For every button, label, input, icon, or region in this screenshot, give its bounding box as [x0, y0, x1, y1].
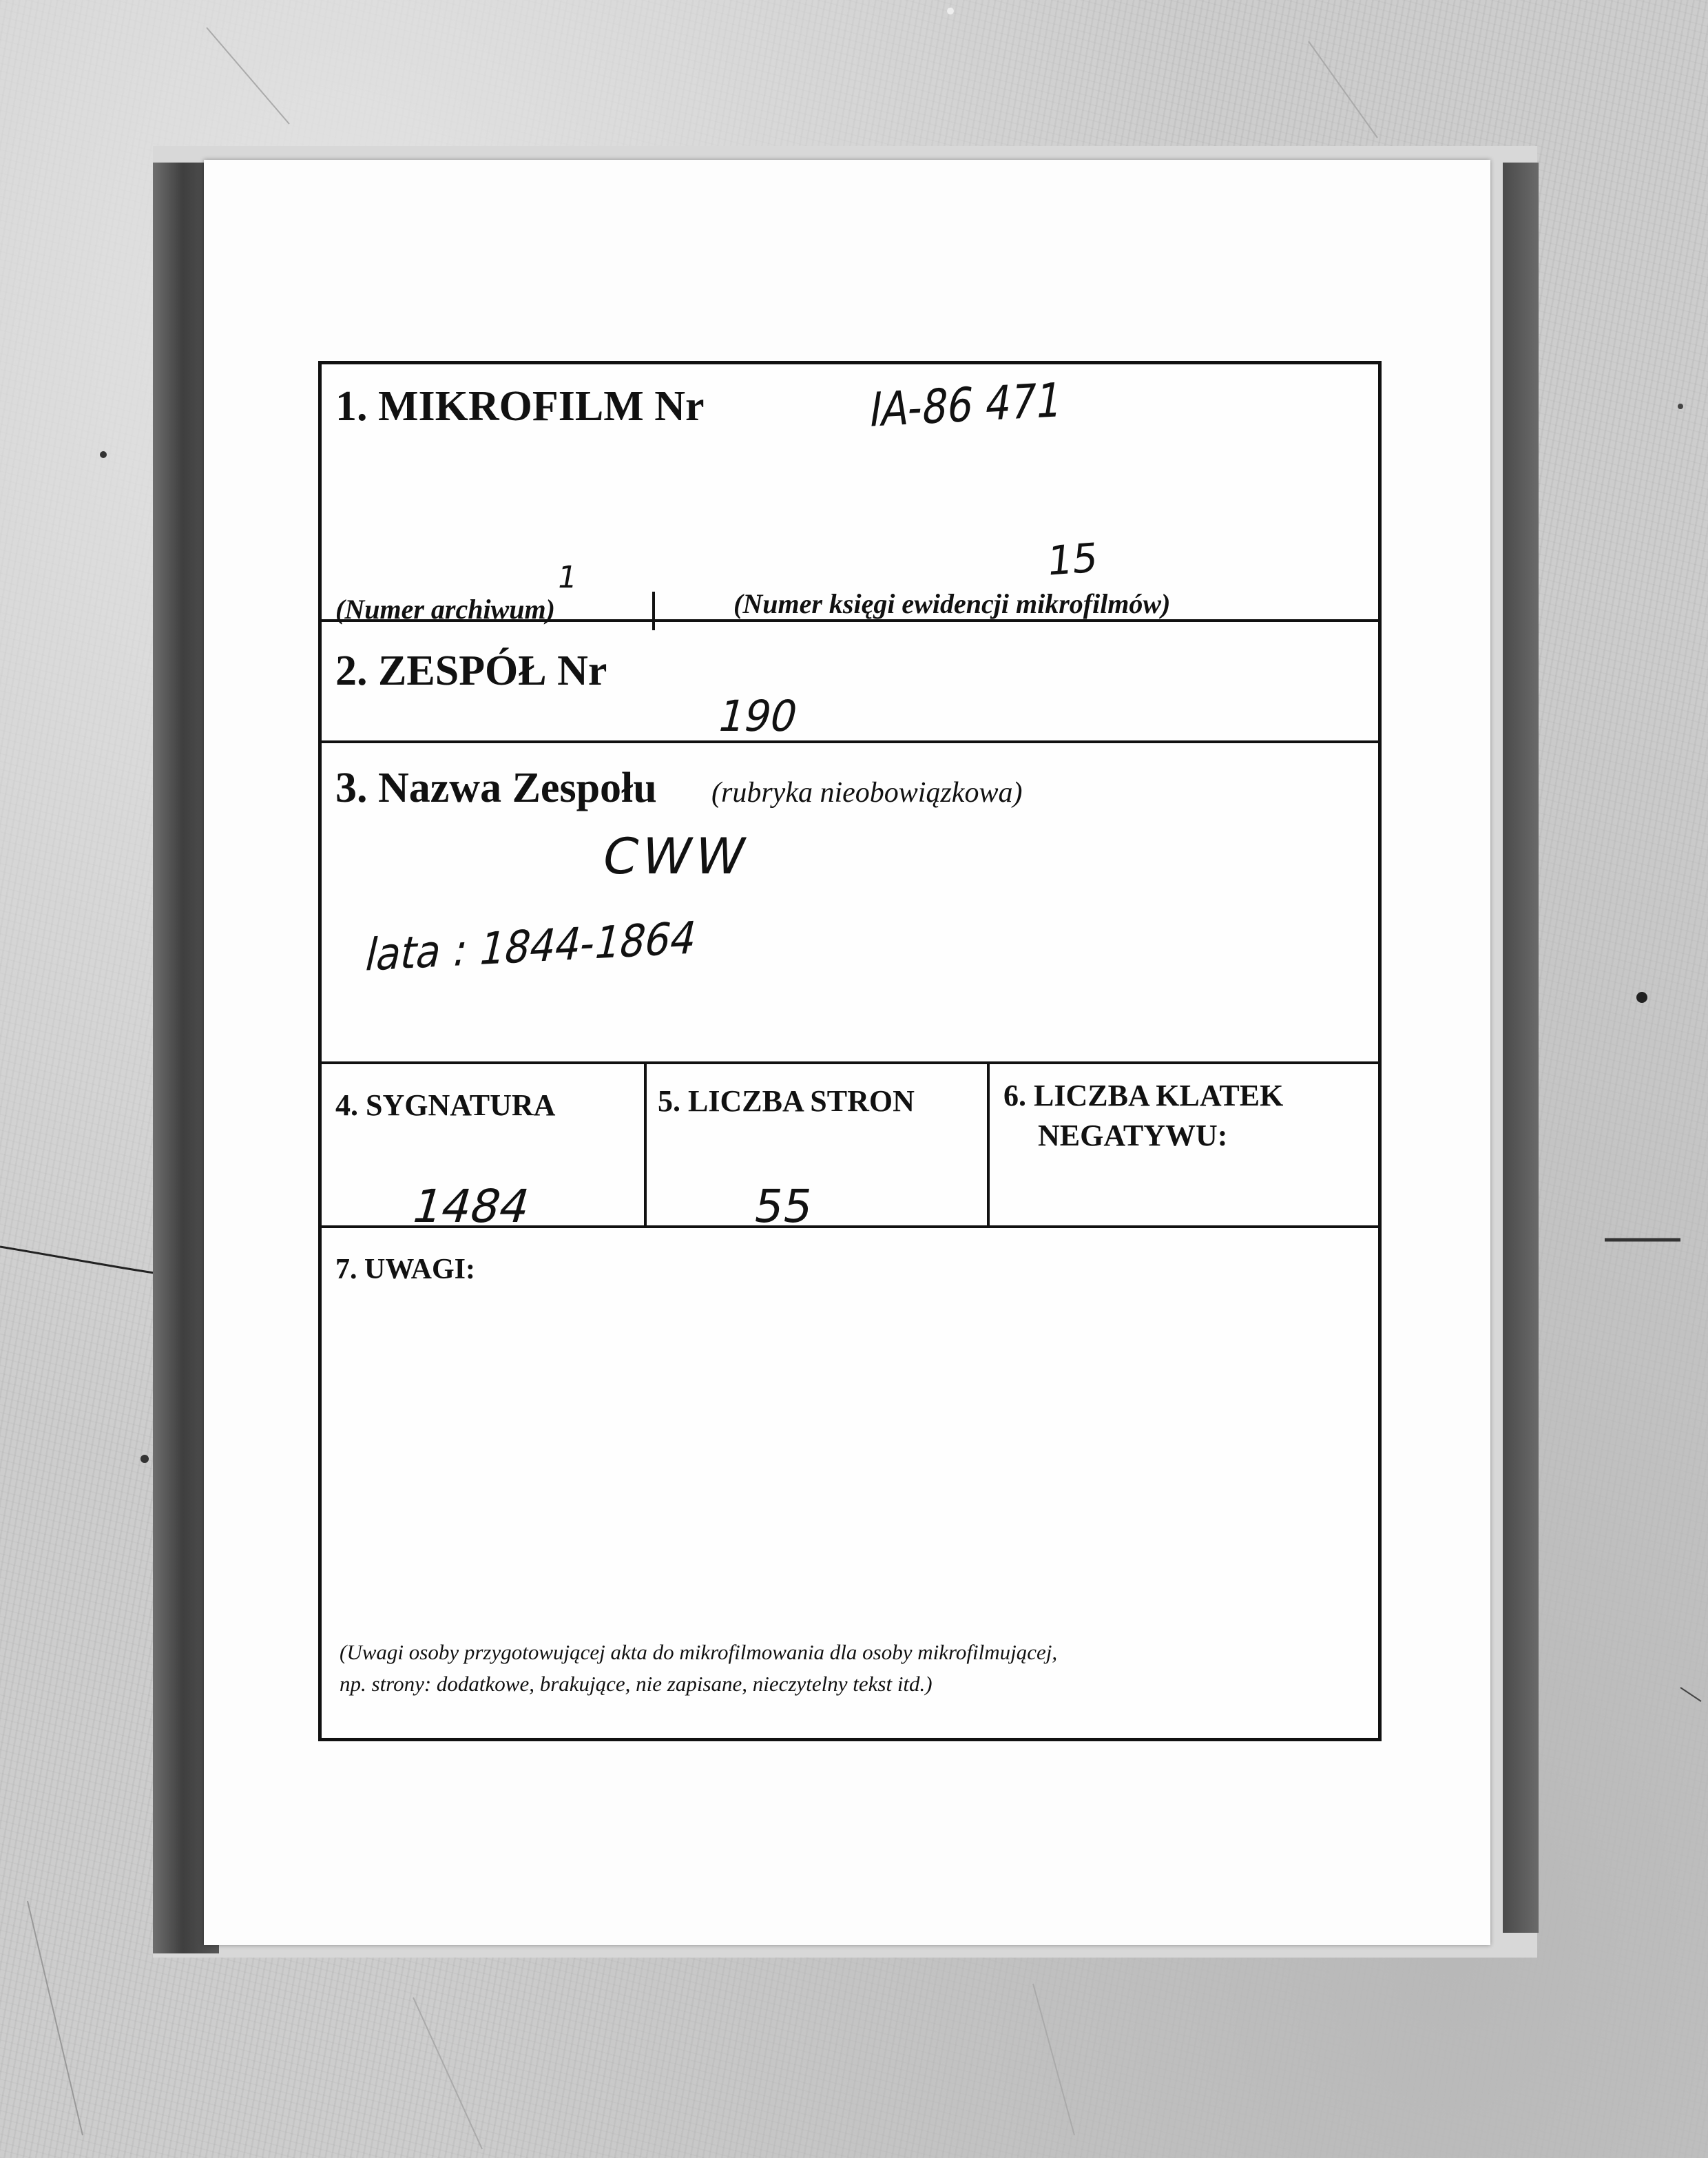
field-2-label: 2. ZESPÓŁ Nr [335, 647, 607, 694]
field-5-label: 5. LICZBA STRON [658, 1084, 915, 1118]
field-3-years: lata : 1844-1864 [360, 912, 702, 982]
field-7-label: 7. UWAGI: [335, 1254, 476, 1285]
field-4-value: 1484 [406, 1180, 537, 1233]
divider-1-2 [322, 619, 1379, 622]
field-1-sub-left-label: (Numer archiwum) [335, 594, 555, 625]
field-1-sub-right-value: 15 [1045, 534, 1101, 585]
field-1-sub-right-label: (Numer księgi ewidencji mikrofilmów) [733, 588, 1171, 619]
field-3-label: 3. Nazwa Zespołu [335, 765, 657, 811]
field-1-sub-divider [652, 592, 655, 630]
field-7-note-line2: np. strony: dodatkowe, brakujące, nie zapisane, nieczytelny tekst itd.) [340, 1672, 933, 1696]
field-3-value: CWW [597, 827, 755, 885]
divider-2-3 [322, 740, 1379, 743]
field-1-value: IA-86 471 [866, 373, 1066, 438]
microfilm-form [318, 361, 1382, 1741]
divider-5-6 [987, 1061, 990, 1225]
field-6-label-line1: 6. LICZBA KLATEK [1003, 1079, 1284, 1112]
divider-6-7 [322, 1225, 1379, 1228]
field-7-note-line1: (Uwagi osoby przygotowującej akta do mikrofilmowania dla osoby mikrofilmującej, [340, 1640, 1058, 1664]
field-4-label: 4. SYGNATURA [335, 1088, 556, 1122]
field-5-value: 55 [750, 1180, 817, 1233]
field-2-value: 190 [713, 691, 803, 741]
field-1-label: 1. MIKROFILM Nr [335, 383, 705, 430]
field-1-sub-left-value: 1 [554, 560, 580, 595]
field-6-label-line2: NEGATYWU: [1038, 1119, 1228, 1152]
divider-4-5 [644, 1061, 647, 1225]
film-edge-right [1503, 163, 1539, 1933]
divider-3-4 [322, 1061, 1379, 1064]
field-3-hint: (rubryka nieobowiązkowa) [711, 777, 1023, 809]
